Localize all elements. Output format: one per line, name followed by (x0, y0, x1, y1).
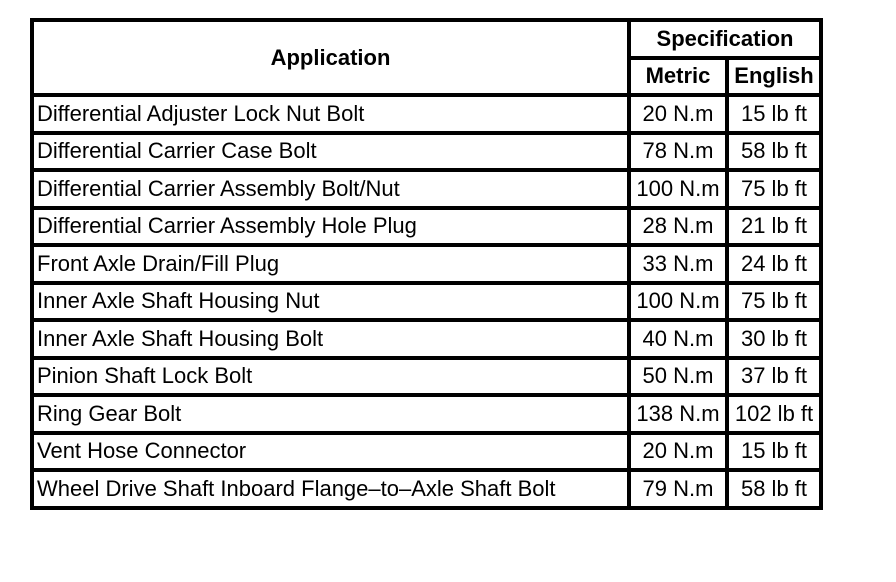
english-column-header: English (727, 58, 821, 96)
english-cell: 75 lb ft (727, 283, 821, 321)
application-cell: Differential Carrier Assembly Bolt/Nut (32, 170, 629, 208)
english-cell: 102 lb ft (727, 395, 821, 433)
table-row (32, 95, 821, 133)
specification-column-header: Specification (629, 20, 821, 58)
metric-cell: 138 N.m (629, 395, 727, 433)
application-cell: Differential Adjuster Lock Nut Bolt (32, 95, 629, 133)
table-row (32, 433, 821, 471)
application-column-header: Application (32, 20, 629, 95)
english-cell: 58 lb ft (727, 133, 821, 171)
english-cell: 24 lb ft (727, 245, 821, 283)
table-body (32, 95, 821, 508)
application-cell: Inner Axle Shaft Housing Bolt (32, 320, 629, 358)
torque-spec-table (30, 18, 823, 510)
application-cell: Ring Gear Bolt (32, 395, 629, 433)
metric-cell: 33 N.m (629, 245, 727, 283)
metric-cell: 28 N.m (629, 208, 727, 246)
table-row (32, 320, 821, 358)
table-row (32, 133, 821, 171)
metric-cell: 100 N.m (629, 170, 727, 208)
english-cell: 37 lb ft (727, 358, 821, 396)
metric-cell: 78 N.m (629, 133, 727, 171)
application-cell: Inner Axle Shaft Housing Nut (32, 283, 629, 321)
metric-cell: 20 N.m (629, 433, 727, 471)
table-row (32, 395, 821, 433)
application-cell: Wheel Drive Shaft Inboard Flange–to–Axle Shaft Bolt (32, 470, 629, 508)
application-cell: Vent Hose Connector (32, 433, 629, 471)
metric-cell: 100 N.m (629, 283, 727, 321)
english-cell: 30 lb ft (727, 320, 821, 358)
english-cell: 15 lb ft (727, 433, 821, 471)
table-row (32, 245, 821, 283)
table-row (32, 358, 821, 396)
table-row (32, 208, 821, 246)
metric-cell: 79 N.m (629, 470, 727, 508)
metric-column-header: Metric (629, 58, 727, 96)
english-cell: 75 lb ft (727, 170, 821, 208)
application-cell: Pinion Shaft Lock Bolt (32, 358, 629, 396)
application-cell: Differential Carrier Case Bolt (32, 133, 629, 171)
application-cell: Differential Carrier Assembly Hole Plug (32, 208, 629, 246)
table-row (32, 283, 821, 321)
application-cell: Front Axle Drain/Fill Plug (32, 245, 629, 283)
table-row (32, 470, 821, 508)
english-cell: 15 lb ft (727, 95, 821, 133)
metric-cell: 20 N.m (629, 95, 727, 133)
metric-cell: 50 N.m (629, 358, 727, 396)
english-cell: 58 lb ft (727, 470, 821, 508)
metric-cell: 40 N.m (629, 320, 727, 358)
header-row-top (32, 20, 821, 58)
table-row (32, 170, 821, 208)
table-header (32, 20, 821, 95)
english-cell: 21 lb ft (727, 208, 821, 246)
